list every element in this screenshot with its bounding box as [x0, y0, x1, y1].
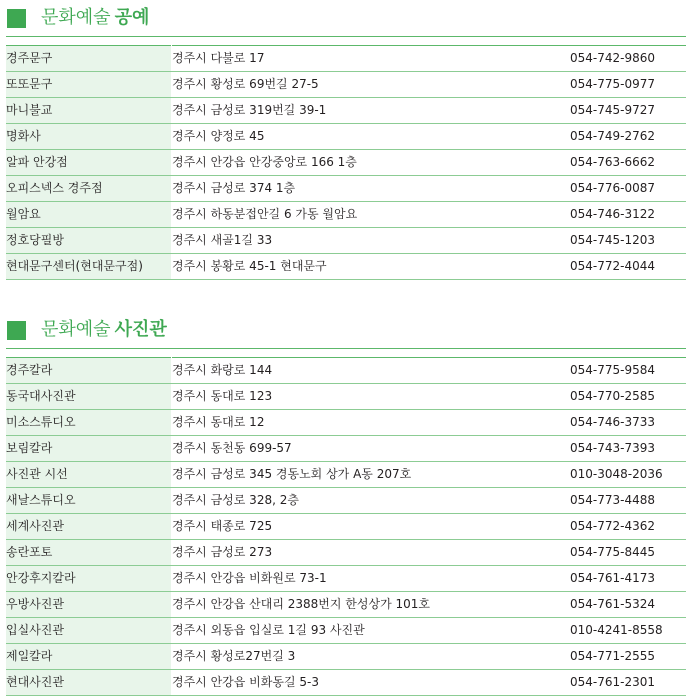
row-address: 경주시 안강읍 비화동길 5-3 [172, 670, 571, 696]
row-name: 우방사진관 [6, 592, 172, 618]
row-name: 알파 안강점 [6, 150, 172, 176]
section-title [41, 6, 149, 30]
table-row [6, 202, 686, 228]
row-phone: 054-773-4488 [570, 488, 686, 514]
row-address: 경주시 동대로 12 [172, 410, 571, 436]
table-row [6, 592, 686, 618]
row-name: 새날스튜디오 [6, 488, 172, 514]
row-name: 경주칼라 [6, 358, 172, 384]
row-name: 경주문구 [6, 46, 172, 72]
table-row [6, 436, 686, 462]
section-header [6, 318, 686, 349]
directory-table [6, 357, 686, 696]
row-phone: 054-761-5324 [570, 592, 686, 618]
table-row [6, 540, 686, 566]
row-address: 경주시 동천동 699-57 [172, 436, 571, 462]
row-name: 명화사 [6, 124, 172, 150]
row-address: 경주시 새골1길 33 [172, 228, 571, 254]
row-address: 경주시 금성로 374 1층 [172, 176, 571, 202]
row-phone: 054-745-9727 [570, 98, 686, 124]
section-marker-icon [7, 321, 26, 340]
row-phone: 054-775-8445 [570, 540, 686, 566]
row-name: 세계사진관 [6, 514, 172, 540]
row-address: 경주시 금성로 328, 2층 [172, 488, 571, 514]
table-row [6, 46, 686, 72]
row-phone: 054-771-2555 [570, 644, 686, 670]
row-address: 경주시 봉황로 45-1 현대문구 [172, 254, 571, 280]
section-title-bold: 사진관 [114, 319, 167, 340]
row-name: 정호당필방 [6, 228, 172, 254]
row-address: 경주시 태종로 725 [172, 514, 571, 540]
table-row [6, 124, 686, 150]
row-name: 사진관 시선 [6, 462, 172, 488]
row-name: 현대문구센터(현대문구점) [6, 254, 172, 280]
section-title-bold: 공예 [114, 7, 150, 28]
row-name: 제일칼라 [6, 644, 172, 670]
row-address: 경주시 다불로 17 [172, 46, 571, 72]
row-phone: 054-772-4362 [570, 514, 686, 540]
table-row [6, 410, 686, 436]
table-row [6, 670, 686, 696]
section-marker-icon [7, 9, 26, 28]
row-phone: 054-749-2762 [570, 124, 686, 150]
section-title-prefix: 문화예술 [41, 319, 111, 340]
table-row [6, 514, 686, 540]
row-phone: 054-746-3733 [570, 410, 686, 436]
row-address: 경주시 금성로 345 경동노회 상가 A동 207호 [172, 462, 571, 488]
row-phone: 054-745-1203 [570, 228, 686, 254]
row-phone: 010-4241-8558 [570, 618, 686, 644]
row-address: 경주시 금성로 273 [172, 540, 571, 566]
row-name: 입실사진관 [6, 618, 172, 644]
row-address: 경주시 황성로 69번길 27-5 [172, 72, 571, 98]
table-row [6, 488, 686, 514]
row-phone: 054-772-4044 [570, 254, 686, 280]
row-name: 송란포토 [6, 540, 172, 566]
directory-table [6, 45, 686, 280]
row-phone: 054-775-0977 [570, 72, 686, 98]
row-name: 미소스튜디오 [6, 410, 172, 436]
row-address: 경주시 하동분접안길 6 가동 월암요 [172, 202, 571, 228]
row-address: 경주시 양정로 45 [172, 124, 571, 150]
row-phone: 054-761-2301 [570, 670, 686, 696]
table-row [6, 384, 686, 410]
row-address: 경주시 외동읍 입실로 1길 93 사진관 [172, 618, 571, 644]
row-address: 경주시 안강읍 산대리 2388번지 한성상가 101호 [172, 592, 571, 618]
row-phone: 054-743-7393 [570, 436, 686, 462]
row-address: 경주시 안강읍 비화원로 73-1 [172, 566, 571, 592]
row-address: 경주시 금성로 319번길 39-1 [172, 98, 571, 124]
table-row [6, 98, 686, 124]
row-phone: 054-761-4173 [570, 566, 686, 592]
row-phone: 054-770-2585 [570, 384, 686, 410]
row-phone: 054-742-9860 [570, 46, 686, 72]
table-row [6, 644, 686, 670]
section-header [6, 6, 686, 37]
table-row [6, 462, 686, 488]
row-name: 안강후지칼라 [6, 566, 172, 592]
section-crafts [6, 6, 686, 273]
row-address: 경주시 동대로 123 [172, 384, 571, 410]
row-address: 경주시 화랑로 144 [172, 358, 571, 384]
table-row [6, 618, 686, 644]
row-phone: 054-763-6662 [570, 150, 686, 176]
table-row [6, 254, 686, 280]
row-phone: 054-746-3122 [570, 202, 686, 228]
section-title [41, 318, 167, 342]
row-address: 경주시 안강읍 안강중앙로 166 1층 [172, 150, 571, 176]
row-name: 마니불교 [6, 98, 172, 124]
row-name: 현대사진관 [6, 670, 172, 696]
table-row [6, 228, 686, 254]
row-name: 동국대사진관 [6, 384, 172, 410]
table-row [6, 176, 686, 202]
section-photo-studios [6, 318, 686, 689]
table-row [6, 358, 686, 384]
row-address: 경주시 황성로27번길 3 [172, 644, 571, 670]
row-phone: 010-3048-2036 [570, 462, 686, 488]
row-name: 보림칼라 [6, 436, 172, 462]
row-name: 또또문구 [6, 72, 172, 98]
table-row [6, 72, 686, 98]
table-row [6, 566, 686, 592]
row-name: 오피스넥스 경주점 [6, 176, 172, 202]
table-row [6, 150, 686, 176]
row-phone: 054-776-0087 [570, 176, 686, 202]
row-name: 월암요 [6, 202, 172, 228]
row-phone: 054-775-9584 [570, 358, 686, 384]
section-title-prefix: 문화예술 [41, 7, 111, 28]
